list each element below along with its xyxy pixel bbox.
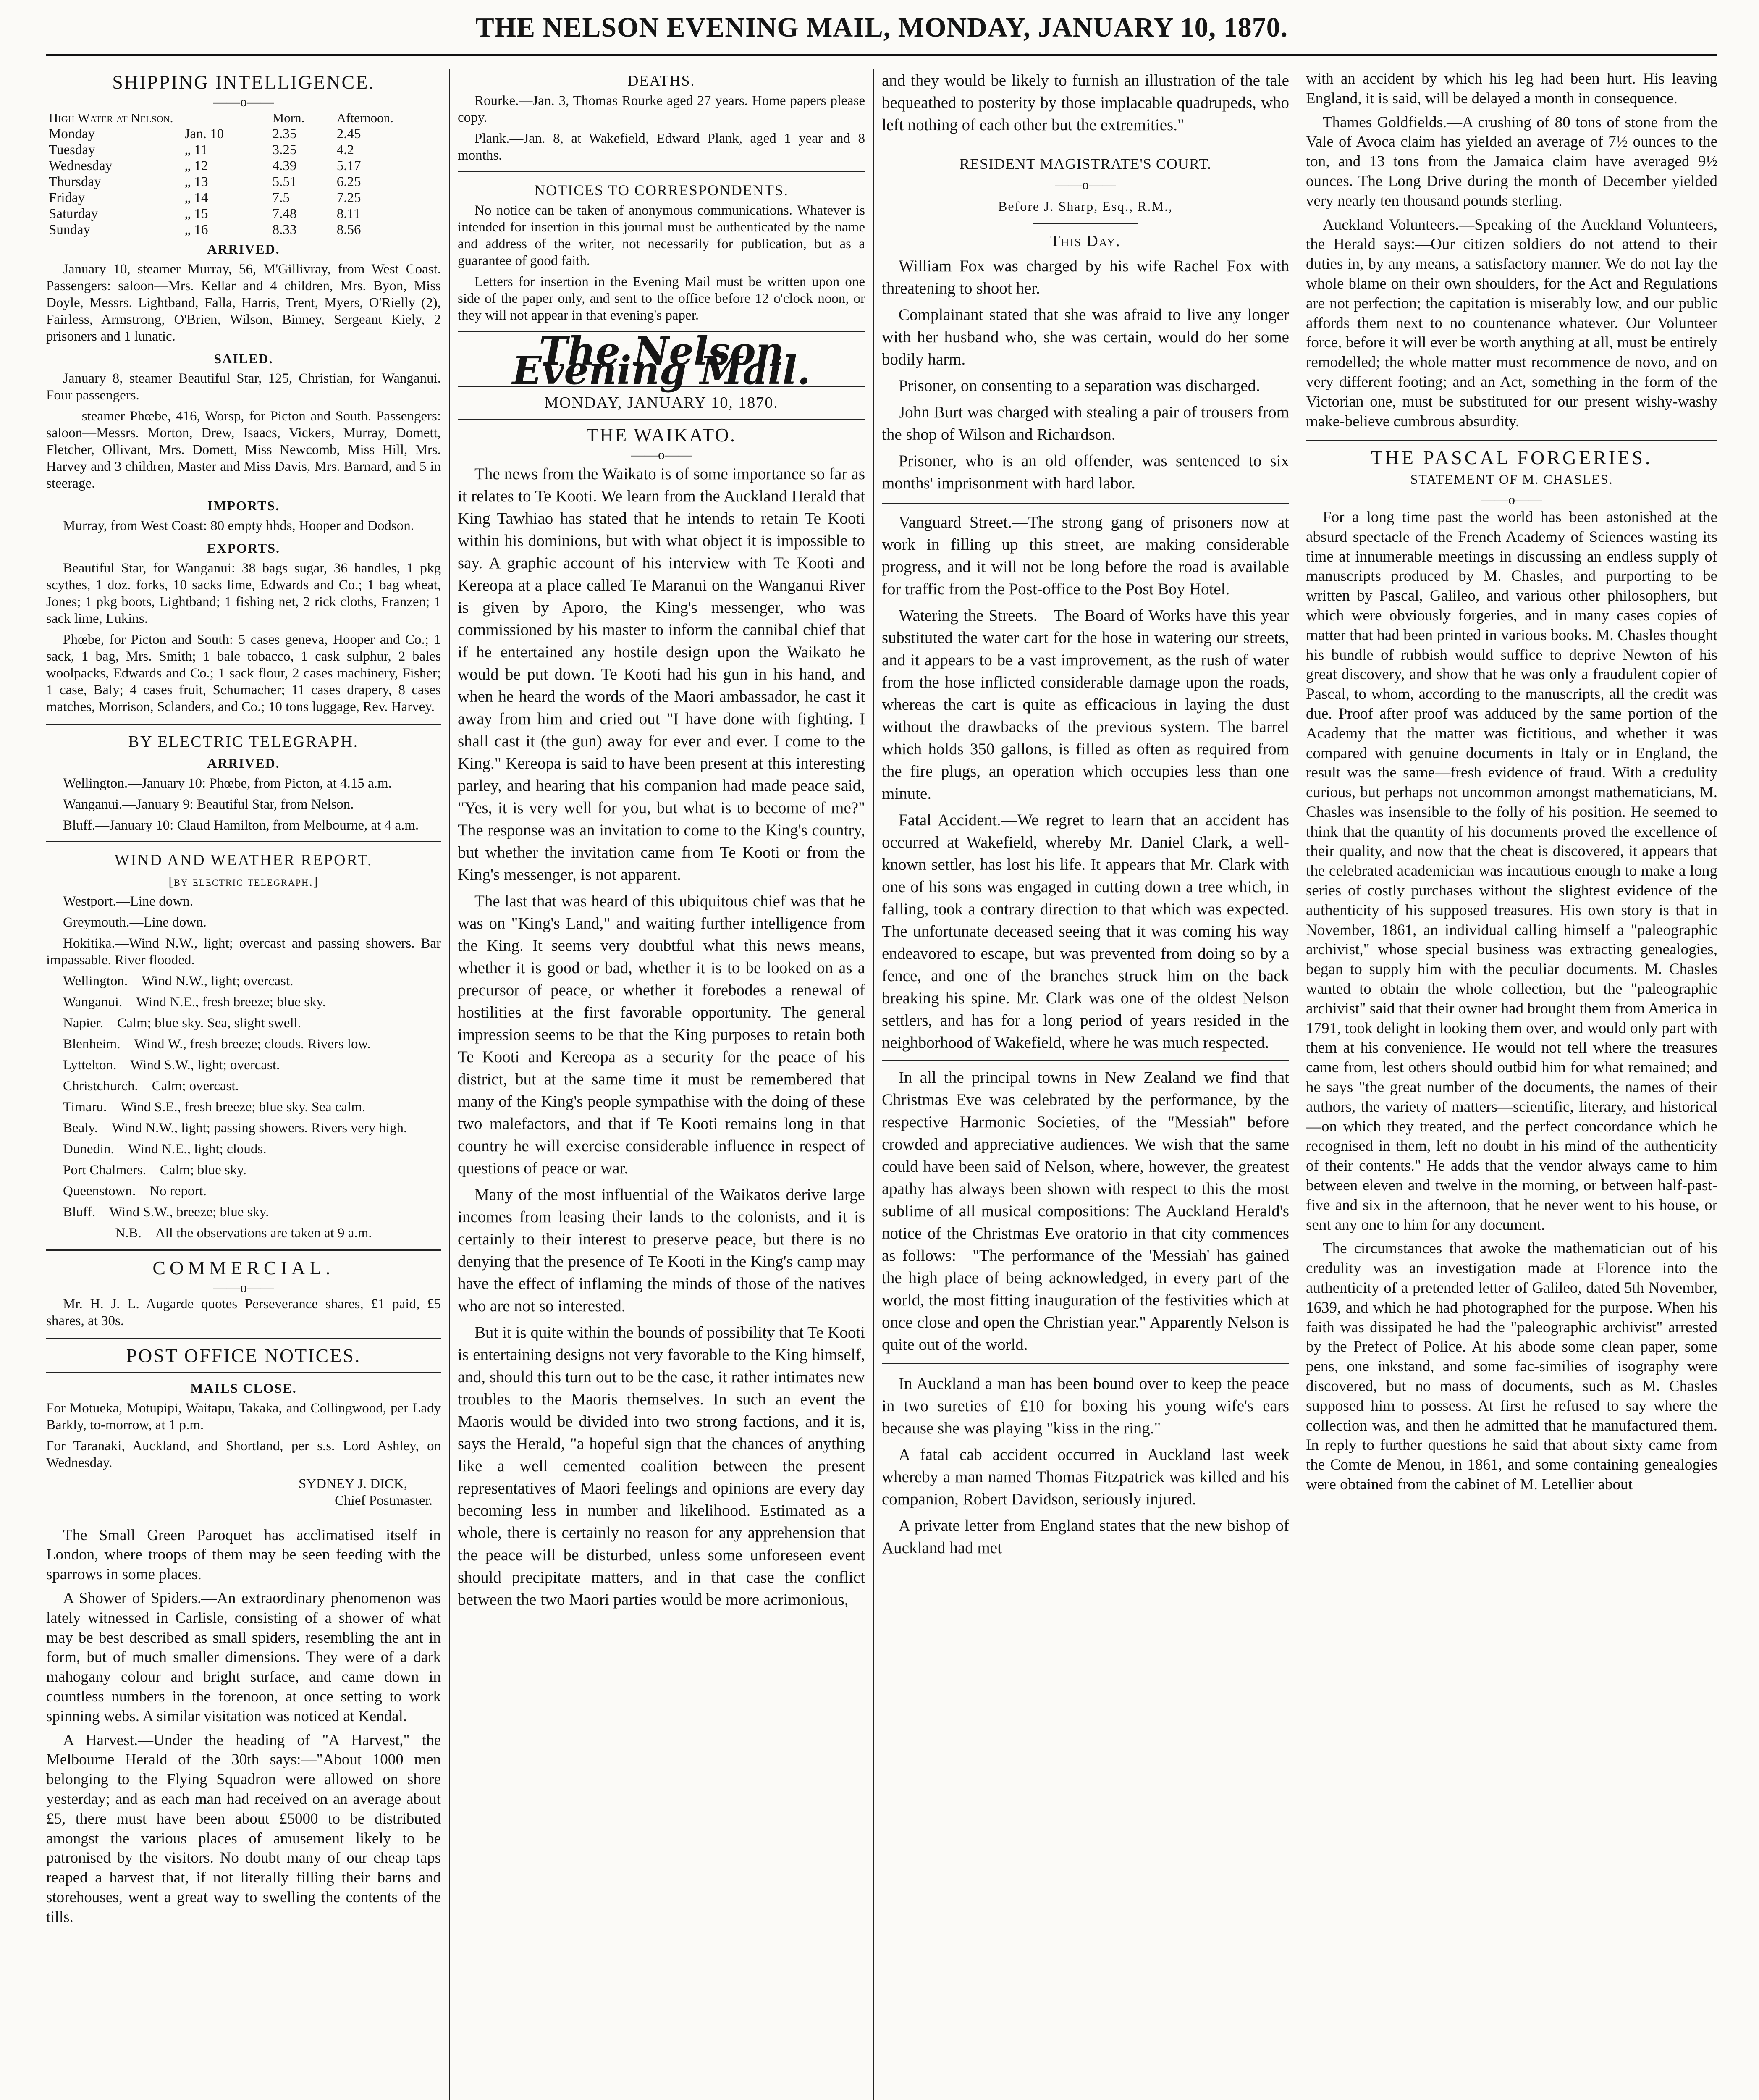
notices-text: No notice can be taken of anonymous communications. Whatever is intended for insertion in this journal must be authenticated by the name and address of the writer, not necessarily for publication, but as a guarantee of good faith. [458, 202, 865, 268]
section-rule [1306, 439, 1717, 441]
telegraph-item: Wellington.—January 10: Phœbe, from Picton, at 4.15 a.m. [63, 775, 392, 791]
continued-text: and they would be likely to furnish an illustration of the tale bequeathed to posterity by those implacable quadrupeds, who left nothing of each other but the extremities." [882, 71, 1289, 134]
tide-row: Thursday „ 13 5.51 6.25 [49, 174, 361, 189]
weather-line: Wellington.—Wind N.W., light; overcast. [63, 974, 294, 989]
weather-line: Dunedin.—Wind N.E., light; clouds. [63, 1142, 267, 1157]
pascal-paragraph: The circumstances that awoke the mathematician out of his credulity was an investigation made at Florence into the authenticity of a pretended letter of Galileo, dated 5th November, 1639, and which he had photographed for the purpose. When his faith was dissipated he had the "paleographic archivist" arrested by the Prefect of Police. At his abode some clean paper, some pens, one inkstand, and some fac-similies of isography were discovered, but no mass of documents, such as M. Chasles supposed him to possess. At first he refused to say where the collection was, and then he admitted that he manufactured them. In reply to further questions he said that about sixty came from the Comte de Menou, in 1861, and some containing genealogies were obtained from the cabinet of M. Letellier about [1306, 1240, 1717, 1493]
paragraph-volunteers: Auckland Volunteers.—Speaking of the Auckland Volunteers, the Herald says:—Our citizen soldiers do not attend to their duties in, by any means, a satisfactory manner. We do not lay the whole blame on their own shoulders, for the Act and Regulations are not perfection; the capitation is miserably low, and our public affords them next to no countenance whatever. Our Volunteer force, before it will ever be worth anything at all, must be entirely remodelled; the whole matter must recommence de novo, and on very different footing; and an Act, something in the form of the Victorian one, must be substituted for our present wishy-washy make-believe cumbrous absurdity. [1306, 216, 1717, 430]
masthead-rule [46, 54, 1717, 56]
masthead: THE NELSON EVENING MAIL, MONDAY, JANUARY 10, 1870. [475, 12, 1288, 43]
paragraph-private-letter: A private letter from England states that the new bishop of Auckland had met [882, 1517, 1289, 1557]
weather-line: Blenheim.—Wind W., fresh breeze; clouds. Rivers low. [63, 1037, 371, 1052]
arrived-text: January 10, steamer Murray, 56, M'Gillivray, from West Coast. Passengers: saloon—Mrs. Kellar and 4 children, Mrs. Byon, Miss Doyle, Messrs. Lightband, Falla, Harris, Trent, Myers, O'Rielly (2), Fairless, Armstrong, O'Brien, Wilson, Binney, Sergeant Kiely, 2 prisoners and 1 lunatic. [46, 261, 441, 344]
weather-line: Westport.—Line down. [63, 894, 193, 909]
rm-court-before: Before J. Sharp, Esq., R.M., [998, 199, 1173, 214]
tide-header-morn: Morn. [272, 110, 305, 125]
section-rule [46, 841, 441, 843]
death-notice: Rourke.—Jan. 3, Thomas Rourke aged 27 years. Home papers please copy. [458, 93, 865, 125]
section-rule [46, 1249, 441, 1251]
waikato-paragraph: But it is quite within the bounds of possibility that Te Kooti is entertaining designs not very favorable to the King himself, and, should this turn out to be the case, it rather intimates new troubles to the Maoris themselves. In such an event the Maoris would be divided into two strong factions, and it is, says the Herald, "a hopeful sign that the chances of anything like a well cemented coalition between the present representatives of Maori feelings and opinions are every day becoming less in number and likelihood. Estimated as a whole, there is certainly no reason for any apprehension that the peace will be disturbed, unless some unforeseen event should precipitate matters, and in that case the conflict between the two Maori parties would be more acrimonious, [458, 1323, 865, 1609]
pascal-subheading: STATEMENT OF M. CHASLES. [1410, 472, 1613, 487]
column-divider [873, 69, 874, 2100]
court-paragraph: Complainant stated that she was afraid to live any longer with her husband who, she was certain, would do her some bodily harm. [882, 306, 1289, 368]
waikato-paragraph: The news from the Waikato is of some importance so far as it relates to Te Kooti. We learn from the Auckland Herald that King Tawhiao has stated that he intends to retain Te Kooti within his dominions, but with what object it is impossible to say. A graphic account of his interview with Te Kooti and Kereopa at a place called Te Maranui on the Wanganui River is given by Aporo, the King's messenger, who was commissioned by his master to inform the cannibal chief that if he entertained any hostile design upon the Waikato he would be put down. Te Kooti had his gun in his hand, and when he heard the words of the Maori ambassador, he cast it away from him and cried out "I have done with fighting. I shall cast it (the gun) away for ever and ever. I come to the King." Kereopa is said to have been present at this interesting parley, and hearing that his companion had made peace said, "Yes, it is very well for you, but what is to become of me?" The response was an invitation to come to the King's country, but whether the invitation came from Te Kooti or from the King's messenger, is not apparent. [458, 465, 865, 884]
paragraph-thames: Thames Goldfields.—A crushing of 80 tons of stone from the Vale of Avoca claim has yielded an average of 7½ ounces to the ton, and 13 tons from the Jamaica claim have averaged 9½ ounces. The Long Drive during the month of December yielded very nearly ten thousand pounds sterling. [1306, 113, 1717, 210]
weather-note: N.B.—All the observations are taken at 9 a.m. [115, 1226, 372, 1241]
mails-text: For Taranaki, Auckland, and Shortland, per s.s. Lord Ashley, on Wednesday. [46, 1438, 441, 1470]
sailed-text: — steamer Phœbe, 416, Worsp, for Picton and South. Passengers: saloon—Messrs. Morton, Drew, Isaacs, Vickers, Murray, Domett, Fletcher, Ollivant, Mrs. Domett, Miss Newcomb, Miss Hill, Mrs. Harvey and 3 children, Master and Miss Davis, Mrs. Barnard, and 5 in steerage. [46, 409, 441, 491]
weather-line: Port Chalmers.—Calm; blue sky. [63, 1163, 246, 1178]
commercial-heading: COMMERCIAL. [152, 1257, 335, 1279]
section-rule [882, 1363, 1289, 1365]
paragraph-christmas: In all the principal towns in New Zealand we find that Christmas Eve was celebrated by the performance, by the respective Harmonic Societies, of the "Messiah" before crowded and appreciative audiences. We wish that the same could have been said of Nelson, where, however, the greatest apathy has always been shown with respect to this the most sublime of all musical compositions: The Auckland Herald's notice of the Christmas Eve oratorio in that city commences as follows:—"The performance of the 'Messiah' has gained the high place of being acknowledged, in every part of the world, the most fitting inauguration of the festivities which at once close and open the Christian year." Apparently Nelson is quite out of the world. [882, 1068, 1289, 1354]
telegraph-item: Bluff.—January 10: Claud Hamilton, from Melbourne, at 4 a.m. [63, 817, 419, 833]
exports-heading: EXPORTS. [207, 541, 280, 556]
weather-line: Queenstown.—No report. [63, 1184, 207, 1199]
ornament: ——o—— [631, 446, 692, 462]
sailed-heading: SAILED. [214, 351, 273, 366]
section-rule [458, 171, 865, 173]
section-rule [46, 1517, 441, 1518]
court-paragraph: Prisoner, who is an old offender, was sentenced to six months' imprisonment with hard labor. [882, 452, 1289, 492]
tide-row: Tuesday „ 11 3.25 4.2 [49, 142, 354, 158]
rm-court-day: This Day. [1050, 232, 1121, 250]
arrived-heading: ARRIVED. [207, 241, 280, 257]
mails-close-heading: MAILS CLOSE. [190, 1380, 297, 1396]
notices-text: Letters for insertion in the Evening Mail must be written upon one side of the paper only, and sent to the office before 12 o'clock noon, or they will not appear in that evening's paper. [458, 274, 865, 323]
section-rule [882, 502, 1289, 504]
tide-header-afternoon: Afternoon. [336, 110, 393, 125]
weather-line: Bealy.—Wind N.W., light; passing showers. Rivers very high. [63, 1121, 407, 1136]
notices-heading: NOTICES TO CORRESPONDENTS. [534, 181, 789, 199]
postmaster-title: Chief Postmaster. [335, 1493, 433, 1508]
paragraph-vanguard: Vanguard Street.—The strong gang of prisoners now at work in filling up this street, are making considerable progress, and it will not be long before the road is available for traffic from the Post-office to the Post Boy Hotel. [882, 513, 1289, 598]
paragraph-harvest: A Harvest.—Under the heading of "A Harvest," the Melbourne Herald of the 30th says:—"About 1000 men belonging to the Flying Squadron were allowed on shore yesterday; and as each man had received on an average about £5, there must have been about £5000 to be distributed amongst the various places of amusement likely to be patronised by the visitors. No doubt many of our cheap taps reaped a harvest that, if not literally filling their barns and storehouses, went a great way to swelling the contents of the tills. [46, 1731, 441, 1926]
weather-line: Wanganui.—Wind N.E., fresh breeze; blue sky. [63, 995, 326, 1010]
death-notice: Plank.—Jan. 8, at Wakefield, Edward Plank, aged 1 year and 8 months. [458, 131, 865, 163]
weather-line: Bluff.—Wind S.W., breeze; blue sky. [63, 1205, 269, 1220]
tide-row: Saturday „ 15 7.48 8.11 [49, 206, 361, 221]
column-1 [46, 69, 441, 2100]
weather-line: Timaru.—Wind S.E., fresh breeze; blue sky. Sea calm. [63, 1100, 366, 1115]
thin-rule [1033, 223, 1138, 224]
mails-text: For Motueka, Motupipi, Waitapu, Takaka, and Collingwood, per Lady Barkly, to-morrow, at 1 p.m. [46, 1400, 441, 1433]
section-rule [882, 144, 1289, 145]
weather-line: Lyttelton.—Wind S.W., light; overcast. [63, 1058, 280, 1073]
post-office-heading: POST OFFICE NOTICES. [126, 1344, 361, 1366]
postmaster-name: SYDNEY J. DICK, [298, 1476, 407, 1491]
court-paragraph: William Fox was charged by his wife Rachel Fox with threatening to shoot her. [882, 257, 1289, 297]
imports-heading: IMPORTS. [207, 498, 280, 514]
telegraph-arrived-heading: ARRIVED. [207, 755, 280, 771]
section-rule [46, 1337, 441, 1339]
section-rule [46, 723, 441, 724]
telegraph-item: Wanganui.—January 9: Beautiful Star, from Nelson. [63, 796, 354, 812]
deaths-heading: DEATHS. [627, 72, 695, 89]
weather-line: Hokitika.—Wind N.W., light; overcast and passing showers. Bar impassable. River flooded. [46, 936, 441, 968]
imports-text: Murray, from West Coast: 80 empty hhds, Hooper and Dodson. [63, 518, 414, 534]
waikato-paragraph: The last that was heard of this ubiquitous chief was that he was on "King's Land," and waiting further intelligence from the King. It seems very doubtful what this news means, whether it is good or bad, whether it is to be looked on as a precursor of peace, or whether it forebodes a renewal of hostilities at the first favorable opportunity. The general impression seems to be that the King purposes to retain both Te Kooti and Kereopa as a security for the peace of his district, but at the same time it must be remembered that many of the King's people sympathise with the doing of these two malefactors, and that if Te Kooti remains long in that country he will exercise considerable influence in respect of questions of peace or war. [458, 892, 865, 1177]
ornament: ——o—— [1055, 177, 1116, 192]
ornament: ——o—— [1481, 491, 1542, 507]
paragraph-spiders: A Shower of Spiders.—An extraordinary phenomenon was lately witnessed in Carlisle, consisting of a shower of what may be best described as small spiders, resembling the ant in form, but of much smaller dimensions. They were of a dark mahogany colour and bright surface, and came down in countless numbers in the forenoon, at once setting to work spinning webs. A similar visitation was noticed at Kendal. [46, 1589, 441, 1725]
tide-row: Friday „ 14 7.5 7.25 [49, 190, 361, 205]
ornament: ——o—— [213, 1279, 274, 1295]
shipping-heading: SHIPPING INTELLIGENCE. [112, 71, 375, 93]
telegraph-heading: BY ELECTRIC TELEGRAPH. [128, 732, 359, 751]
rm-court-heading: RESIDENT MAGISTRATE'S COURT. [959, 155, 1212, 172]
tide-row: Monday Jan. 10 2.35 2.45 [49, 126, 361, 142]
weather-subheading: [by electric telegraph.] [168, 874, 319, 889]
column-3 [882, 69, 1289, 2100]
weather-line: Napier.—Calm; blue sky. Sea, slight swell. [63, 1016, 301, 1031]
paragraph-paroquet: The Small Green Paroquet has acclimatised itself in London, where troops of them may be seen feeding with the sparrows in some places. [46, 1526, 441, 1583]
paragraph-auckland-kiss: In Auckland a man has been bound over to keep the peace in two sureties of £10 for boxing his young wife's ears because she was playing "kiss in the ring." [882, 1375, 1289, 1437]
weather-line: Christchurch.—Calm; overcast. [63, 1079, 239, 1094]
column-2 [458, 69, 865, 2100]
column-4 [1306, 69, 1717, 2100]
thin-rule [458, 419, 865, 420]
exports-text: Beautiful Star, for Wanganui: 38 bags sugar, 36 handles, 1 pkg scythes, 1 doz. forks, 10 sacks lime, Edwards and Co.; 1 bag wheat, Jones; 1 pkg boots, Lightband; 1 fishing net, 2 rick cloths, Franzen; 1 sack lime, Lukins. [46, 560, 441, 626]
court-paragraph: John Burt was charged with stealing a pair of trousers from the shop of Wilson and Richardson. [882, 403, 1289, 444]
paragraph-cab-accident: A fatal cab accident occurred in Auckland last week whereby a man named Thomas Fitzpatrick was killed and his companion, Robert Davidson, seriously injured. [882, 1446, 1289, 1508]
paragraph-fatal-accident: Fatal Accident.—We regret to learn that an accident has occurred at Wakefield, whereby Mr. Daniel Clark, a well-known settler, has lost his life. It appears that Mr. Clark with one of his sons was engaged in cutting down a tree which, in falling, took a contrary direction to that which was expected. The unfortunate deceased seeing that it was coming his way endeavored to escape, but was prevented from doing so by a fence, and one of the branches struck him on the back breaking his spine. Mr. Clark was one of the oldest Nelson settlers, and has for a long period of years resided in the neighborhood of Wakefield, where he was much respected. [882, 811, 1289, 1052]
weather-list [46, 893, 441, 1242]
pascal-heading: THE PASCAL FORGERIES. [1371, 447, 1653, 469]
tide-header-place: High Water at Nelson. [49, 110, 173, 125]
court-paragraph: Prisoner, on consenting to a separation was discharged. [899, 377, 1260, 395]
thin-rule [46, 1372, 441, 1373]
paper-nameplate: The Nelson Evening Mail. [512, 328, 811, 394]
pascal-paragraph: For a long time past the world has been astonished at the absurd spectacle of the French Academy of Sciences wasting its time at innumerable meetings in discussing an endless supply of manuscripts produced by M. Chasles, and purporting to be written by Pascal, Galileo, and various other philosophers, but which were obviously forgeries, and in many cases copies of matter that had been printed in various books. M. Chasles thought his bundle of rubbish would suffice to deprive Newton of his great discovery, and show that he was only a fraudulent copier of Pascal, to whom, according to the manuscripts, all the credit was due. Proof after proof was adduced by the same portion of the Academy that the matter was fictitious, and whether it was compared with genuine documents in Italy or in England, the result was the same—fresh evidence of fraud. With a credulity curious, but perhaps not uncommon amongst mathematicians, M. Chasles was insensible to the folly of his position. He seemed to think that the quantity of his documents proved the excellence of their quality, and now that the cheat is discovered, it appears that the celebrated academician was incautious enough to make a long series of costly purchases without the slightest evidence of the authenticity of his supposed treasures. His own story is that in November, 1861, an individual calling himself a "paleographic archivist," whose special business was extracting genealogies, began to supply him with the peculiar documents. M. Chasles wanted to obtain the whole collection, but the "paleographic archivist" said that their owner had brought them from America in 1791, took delight in looking them over, and would only part with them at his convenience. He would not tell where the treasures came from, lest others should outbid him for what remained; and he says "the great number of the documents, the names of their authors, the variety of matters—scientific, literary, and historical—on which they treated, and the perfect concordance which he recognised in them, left no doubt in his mind of the authenticity of their contents." He adds that the vendor always came to him between eleven and twelve in the morning, or between half-past-five and six in the afternoon, that he never went to his house, or sent any one to him for any document. [1306, 508, 1717, 1234]
continued-text: with an accident by which his leg had been hurt. His leaving England, it is said, will be delayed a month in consequence. [1306, 70, 1717, 107]
column-divider [449, 69, 450, 2100]
sailed-text: January 8, steamer Beautiful Star, 125, Christian, for Wanganui. Four passengers. [46, 371, 441, 403]
waikato-paragraph: Many of the most influential of the Waikatos derive large incomes from leasing their lands to the colonists, and it is certainly to their interest to preserve peace, but there is no denying that the presence of Te Kooti in the King's camp may have the effect of inflaming the minds of those of the natives who are not so interested. [458, 1185, 865, 1315]
tide-table [46, 110, 441, 238]
weather-line: Greymouth.—Line down. [63, 915, 207, 930]
tide-row: Sunday „ 16 8.33 8.56 [49, 222, 361, 237]
waikato-heading: THE WAIKATO. [586, 424, 737, 446]
tide-row: Wednesday „ 12 4.39 5.17 [49, 158, 361, 173]
paper-date: MONDAY, JANUARY 10, 1870. [544, 394, 779, 412]
commercial-text: Mr. H. J. L. Augarde quotes Perseverance shares, £1 paid, £5 shares, at 30s. [46, 1296, 441, 1328]
exports-text: Phœbe, for Picton and South: 5 cases geneva, Hooper and Co.; 1 sack, 1 bag, Mrs. Smith; 1 bale tobacco, 1 cask sulphur, 2 bales woolpacks, Edwards and Co.; 1 sack flour, 2 cases machinery, Fisher; 1 case, Baly; 4 cases fruit, Schumacher; 11 cases drapery, 8 cases matches, Morrison, Sclanders, and Co.; 10 tons luggage, Rev. Harvey. [46, 632, 441, 714]
paragraph-watering: Watering the Streets.—The Board of Works have this year substituted the water cart for the hose in watering our streets, and it appears to be a vast improvement, as the rush of water from the hose inflicted considerable damage upon the roads, whereas the cart is quite as efficacious in laying the dust without the drawbacks of the previous system. The barrel which holds 350 gallons, is filled as often as required from the fire plugs, an operation which occupies less than one minute. [882, 606, 1289, 803]
weather-heading: WIND AND WEATHER REPORT. [114, 851, 373, 869]
ornament: ——o—— [213, 94, 274, 109]
